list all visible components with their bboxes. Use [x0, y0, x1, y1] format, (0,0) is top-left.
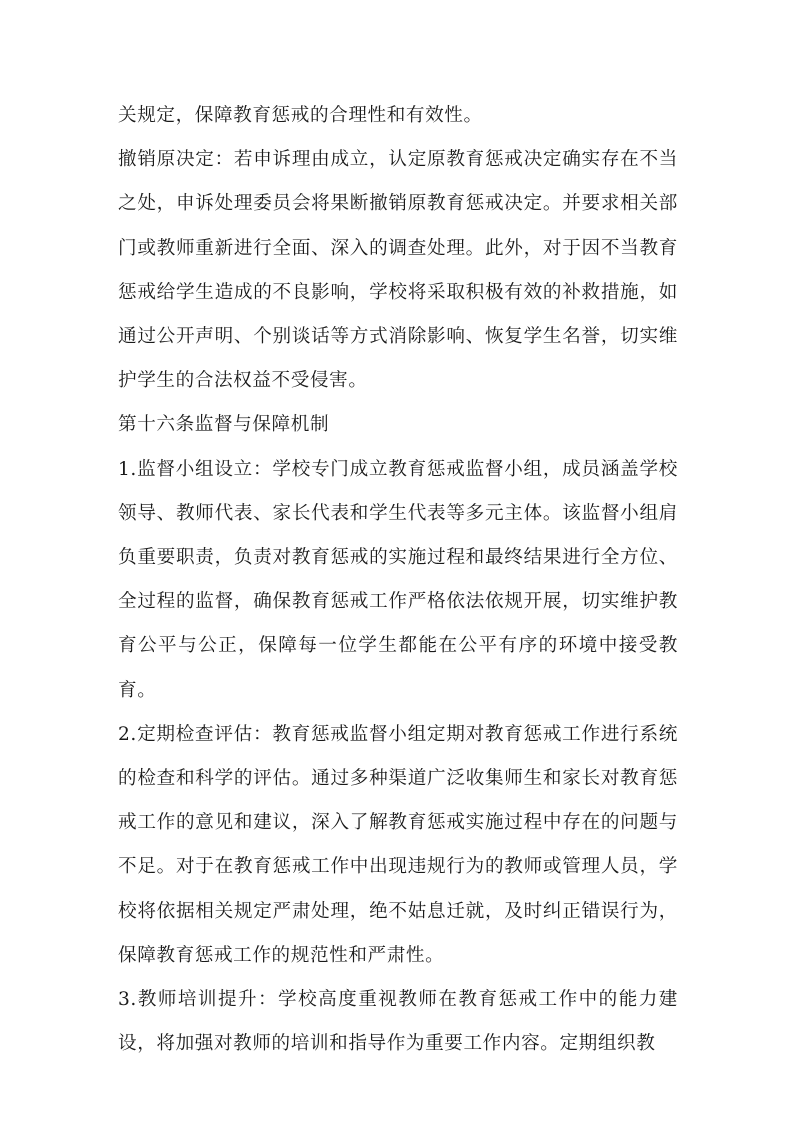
article-16-heading: 第十六条监督与保障机制	[118, 414, 330, 436]
paragraph-periodic-review: 2.定期检查评估：教育惩戒监督小组定期对教育惩戒工作进行系统的检查和科学的评估。通过多种渠道广泛收集师生和家长对教育惩戒工作的意见和建议，深入了解教育惩戒实施过程中存在的问题与不足。对于在教育惩戒工作中出现违规行为的教师或管理人员，学校将依据相关规定严肃处理，绝不姑息迁就，及时纠正错误行为，保障教育惩戒工作的规范性和严肃性。	[118, 723, 678, 966]
paragraph-revoke-decision: 撤销原决定：若申诉理由成立，认定原教育惩戒决定确实存在不当之处，申诉处理委员会将果断撤销原教育惩戒决定。并要求相关部门或教师重新进行全面、深入的调查处理。此外，对于因不当教育惩戒给学生造成的不良影响，学校将采取积极有效的补救措施，如通过公开声明、个别谈话等方式消除影响、恢复学生名誉，切实维护学生的合法权益不受侵害。	[118, 149, 678, 392]
paragraph-supervision-group: 1.监督小组设立：学校专门成立教育惩戒监督小组，成员涵盖学校领导、教师代表、家长代表和学生代表等多元主体。该监督小组肩负重要职责，负责对教育惩戒的实施过程和最终结果进行全方位、全过程的监督，确保教育惩戒工作严格依法依规开展，切实维护教育公平与公正，保障每一位学生都能在公平有序的环境中接受教育。	[118, 458, 678, 701]
paragraph-teacher-training: 3.教师培训提升：学校高度重视教师在教育惩戒工作中的能力建设，将加强对教师的培训和指导作为重要工作内容。定期组织教	[118, 989, 678, 1055]
document-body	[118, 94, 678, 1066]
paragraph-continuation: 关规定，保障教育惩戒的合理性和有效性。	[118, 105, 483, 126]
